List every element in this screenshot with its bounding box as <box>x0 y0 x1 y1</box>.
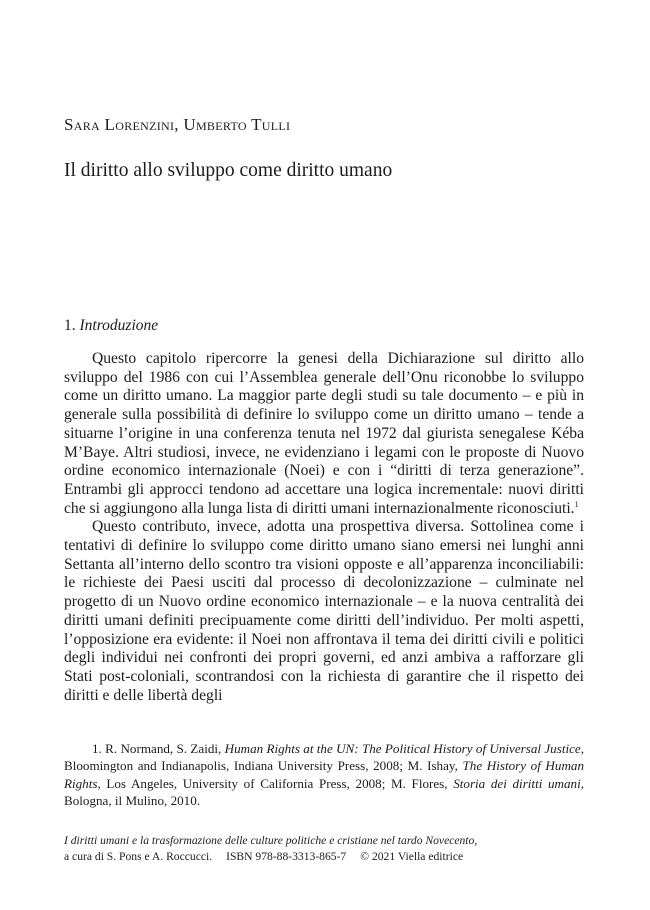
footnote-text-d: , Bologna, il Mulino, 2010. <box>64 775 584 809</box>
footnote-text-c: , Los Angeles, University of California Press, 2008; M. Flores, <box>97 775 448 791</box>
footnote-text-b: , Bloomington and Indianapolis, Indiana University Press, 2008; M. Ishay, <box>64 741 584 774</box>
colophon-publication-line <box>64 849 604 865</box>
colophon <box>64 833 604 864</box>
footnote-work-title-2: The History of Human Rights <box>64 758 584 791</box>
footnote-number: 1. <box>92 741 102 756</box>
colophon-book-title: I diritti umani e la trasformazione delle culture politiche e cristiane nel tardo Novecento, <box>64 834 478 847</box>
body-text <box>64 350 584 705</box>
footnote-ref-1: 1 <box>574 499 579 509</box>
section-number: 1. <box>64 317 76 334</box>
footnote-work-title-3: Storia dei diritti umani <box>453 775 581 791</box>
footnote-work-title-1: Human Rights at the UN: The Political History of Universal Justice <box>224 741 581 756</box>
colophon-isbn: ISBN 978-88-3313-865-7 <box>226 849 347 863</box>
chapter-title: Il diritto allo sviluppo come diritto umano <box>64 160 393 181</box>
colophon-editors: a cura di S. Pons e A. Roccucci. <box>64 849 213 863</box>
footnote-1 <box>64 740 584 810</box>
paragraph-1-text: Questo capitolo ripercorre la genesi della Dichiarazione sul diritto allo sviluppo del 1986 con cui l’Assemblea generale dell’Onu riconobbe lo sviluppo come un diritto umano. La maggior parte degli studi su tale documento – e più in generale sulla possibilità di definire lo sviluppo come un diritto umano – tende a situarne l’origine in una conferenza tenuta nel 1972 dal giurista senegalese Kéba M’Baye. Altri studiosi, invece, ne evidenziano i legami con le proposte di Nuovo ordine economico internazionale (Noei) e con i “diritti di terza generazione”. Entrambi gli approcci tendono ad accettare una logica incrementale: nuovi diritti che si aggiungono alla lunga lista di diritti umani internazionalmente riconosciuti. <box>64 350 584 517</box>
footnote-text-a: R. Normand, S. Zaidi, <box>105 741 222 756</box>
chapter-authors: Sara Lorenzini, Umberto Tulli <box>64 115 291 134</box>
section-heading <box>64 317 158 335</box>
colophon-copyright: © 2021 Viella editrice <box>360 849 464 863</box>
paragraph-1 <box>64 350 584 518</box>
section-label: Introduzione <box>79 317 159 334</box>
paragraph-2: Questo contributo, invece, adotta una prospettiva diversa. Sottolinea come i tentativi di definire lo sviluppo come diritto umano siano emersi nei lunghi anni Settanta all’interno dello scontro tra visioni opposte e all’apparenza inconciliabili: le richieste dei Paesi usciti dal processo di decolonizzazione – culminate nel progetto di un Nuovo ordine economico internazionale – e la nuova centralità dei diritti umani definiti precipuamente come diritti dell’individuo. Per molti aspetti, l’opposizione era evidente: il Noei non affrontava il tema dei diritti civili e politici degli individui nei confronti dei propri governi, ed anzi ambiva a rafforzare gli Stati post-coloniali, scontrandosi con la richiesta di garantire che il rispetto dei diritti e delle libertà degli <box>64 518 584 704</box>
